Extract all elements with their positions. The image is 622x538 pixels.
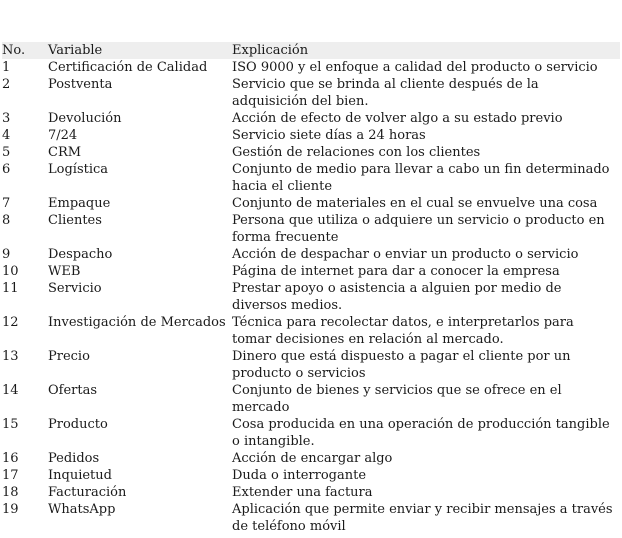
row-variable: CRM (48, 145, 82, 160)
row-explanation: Acción de encargar algo (232, 451, 393, 466)
row-number: 13 (2, 349, 19, 364)
row-variable: Empaque (48, 196, 111, 211)
table-header (2, 42, 620, 59)
table-row (2, 314, 620, 348)
table-row (2, 144, 620, 161)
row-variable: Inquietud (48, 468, 112, 483)
row-explanation: Conjunto de bienes y servicios que se ofrece en el mercado (232, 383, 562, 415)
row-number: 7 (2, 196, 11, 211)
table-row (2, 416, 620, 450)
row-explanation: Gestión de relaciones con los clientes (232, 145, 481, 160)
row-variable: Despacho (48, 247, 113, 262)
row-number: 6 (2, 162, 11, 177)
table-row (2, 382, 620, 416)
table-row (2, 127, 620, 144)
row-variable: Devolución (48, 111, 122, 126)
row-explanation: Conjunto de materiales en el cual se envuelve una cosa (232, 196, 598, 211)
table-row (2, 484, 620, 501)
row-variable: WEB (48, 264, 81, 279)
row-explanation: Página de internet para dar a conocer la empresa (232, 264, 560, 279)
row-number: 14 (2, 383, 19, 398)
header-explanation: Explicación (232, 43, 309, 58)
row-number: 3 (2, 111, 11, 126)
row-number: 18 (2, 485, 19, 500)
row-explanation: Servicio que se brinda al cliente después de la adquisición del bien. (232, 77, 539, 109)
table-row (2, 161, 620, 195)
row-variable: WhatsApp (48, 502, 116, 517)
row-variable: Logística (48, 162, 109, 177)
row-variable: Certificación de Calidad (48, 60, 208, 75)
row-number: 17 (2, 468, 19, 483)
row-number: 8 (2, 213, 11, 228)
row-explanation: Servicio siete días a 24 horas (232, 128, 426, 143)
row-number: 19 (2, 502, 19, 517)
table-row (2, 501, 620, 535)
table-row (2, 59, 620, 76)
row-variable: Ofertas (48, 383, 98, 398)
row-explanation: Prestar apoyo o asistencia a alguien por medio de diversos medios. (232, 281, 562, 313)
table-row (2, 212, 620, 246)
row-explanation: Duda o interrogante (232, 468, 367, 483)
row-explanation: Cosa producida en una operación de producción tangible o intangible. (232, 417, 610, 449)
row-explanation: Persona que utiliza o adquiere un servicio o producto en forma frecuente (232, 213, 605, 245)
row-variable: Producto (48, 417, 108, 432)
header-no: No. (2, 43, 26, 58)
row-variable: Facturación (48, 485, 127, 500)
row-variable: 7/24 (48, 128, 78, 143)
row-variable: Precio (48, 349, 90, 364)
row-number: 5 (2, 145, 11, 160)
row-variable: Pedidos (48, 451, 100, 466)
row-number: 16 (2, 451, 19, 466)
table-row (2, 467, 620, 484)
row-explanation: Acción de efecto de volver algo a su estado previo (232, 111, 563, 126)
header-variable: Variable (48, 43, 103, 58)
row-number: 9 (2, 247, 11, 262)
row-explanation: Extender una factura (232, 485, 373, 500)
row-explanation: ISO 9000 y el enfoque a calidad del producto o servicio (232, 60, 598, 75)
row-number: 11 (2, 281, 19, 296)
row-number: 12 (2, 315, 19, 330)
row-number: 2 (2, 77, 11, 92)
row-variable: Postventa (48, 77, 113, 92)
row-variable: Servicio (48, 281, 102, 296)
row-explanation: Aplicación que permite enviar y recibir mensajes a través de teléfono móvil (232, 502, 613, 534)
table-row (2, 246, 620, 263)
table-row (2, 348, 620, 382)
table-row (2, 195, 620, 212)
table-row (2, 450, 620, 467)
row-explanation: Técnica para recolectar datos, e interpretarlos para tomar decisiones en relación al mercado. (232, 315, 574, 347)
row-number: 10 (2, 264, 19, 279)
row-variable: Investigación de Mercados (48, 315, 226, 330)
table-body (2, 59, 620, 535)
table-row (2, 76, 620, 110)
table-row (2, 110, 620, 127)
header-row (2, 42, 620, 59)
table-row (2, 280, 620, 314)
row-explanation: Acción de despachar o enviar un producto o servicio (232, 247, 579, 262)
row-variable: Clientes (48, 213, 102, 228)
row-number: 4 (2, 128, 11, 143)
row-number: 1 (2, 60, 11, 75)
table-row (2, 263, 620, 280)
row-number: 15 (2, 417, 19, 432)
row-explanation: Conjunto de medio para llevar a cabo un fin determinado hacia el cliente (232, 162, 610, 194)
row-explanation: Dinero que está dispuesto a pagar el cliente por un producto o servicios (232, 349, 571, 381)
variables-table (2, 42, 620, 535)
